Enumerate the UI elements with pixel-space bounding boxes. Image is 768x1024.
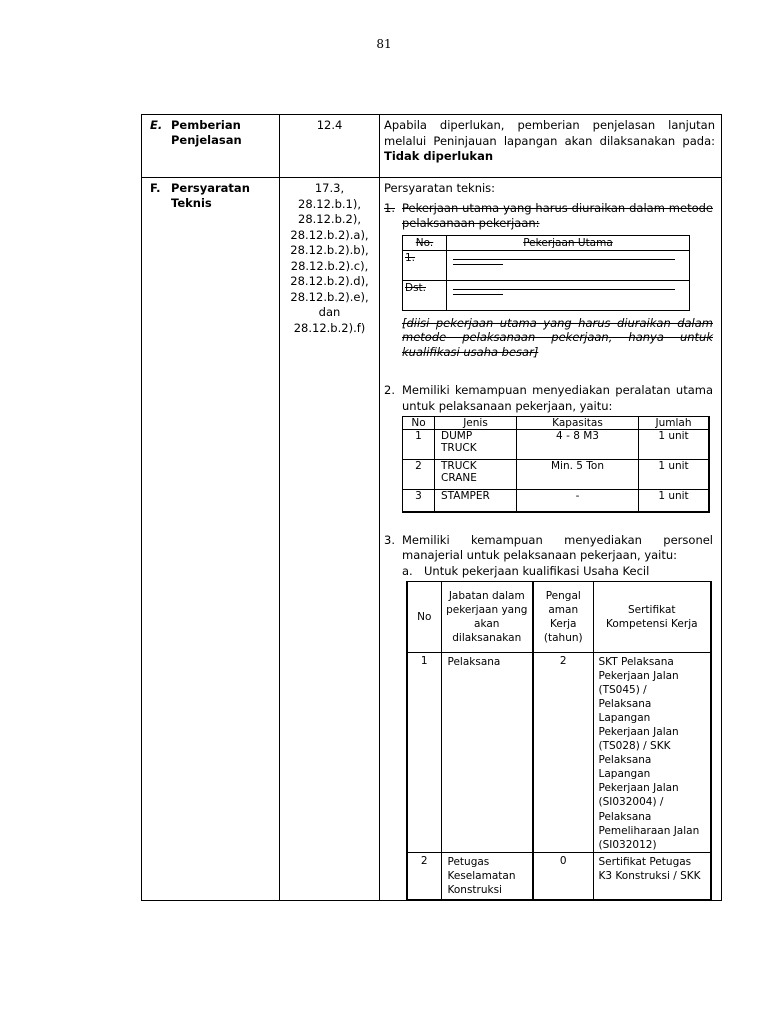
row-f-content-cell	[380, 178, 722, 901]
row-e-label: Pemberian Penjelasan	[171, 118, 242, 147]
row-e-text: Apabila diperlukan, pemberian penjelasan lanjutan melalui Peninjauan lapangan akan dilaksanakan pada:	[384, 118, 715, 148]
equipment-kapasitas: Min. 5 Ton	[517, 460, 639, 490]
equipment-table	[402, 416, 710, 513]
row-f	[142, 178, 722, 901]
row-f-ref-line: 28.12.b.2),	[298, 212, 361, 226]
equipment-jenis: DUMP TRUCK	[435, 430, 517, 460]
main-work-row	[403, 280, 690, 310]
row-f-ref-line: 28.12.b.2).e),	[290, 289, 369, 304]
main-work-row	[403, 250, 690, 280]
item-3	[384, 533, 721, 564]
equipment-header-row	[403, 417, 710, 430]
requirements-table	[141, 114, 722, 901]
row-f-ref-line: 28.12.b.2).a),	[290, 227, 369, 242]
row-f-intro: Persyaratan teknis:	[384, 181, 496, 195]
row-e-ref-cell	[280, 115, 380, 178]
main-work-row-lines	[447, 250, 690, 280]
personnel-row	[407, 852, 711, 899]
row-f-ref-line: 17.3,	[314, 181, 345, 195]
row-e-content-cell	[380, 115, 722, 178]
main-work-row-no: 1.	[403, 250, 447, 280]
item-3a-text: Untuk pekerjaan kualifikasi Usaha Kecil	[424, 563, 650, 578]
row-f-label-cell	[142, 178, 280, 901]
main-work-row-no: Dst.	[403, 280, 447, 310]
row-f-ref-cell	[280, 178, 380, 901]
personnel-jabatan: Petugas Keselamatan Konstruksi	[441, 852, 533, 899]
row-f-ref-line: 28.12.b.2).f)	[293, 320, 366, 335]
equipment-row	[403, 460, 710, 490]
item-2-number: 2.	[384, 383, 395, 397]
equipment-kapasitas: 4 - 8 M3	[517, 430, 639, 460]
main-work-table	[402, 235, 690, 311]
personnel-no: 2	[407, 852, 441, 899]
row-f-ref-line: 28.12.b.2).b),	[290, 243, 369, 257]
personnel-no: 1	[407, 652, 441, 852]
personnel-sertifikat: Sertifikat Petugas K3 Konstruksi / SKK	[593, 852, 711, 899]
personnel-pengalaman: 2	[533, 652, 593, 852]
equipment-header-jenis: Jenis	[435, 417, 517, 430]
equipment-no: 2	[403, 460, 435, 490]
equipment-jenis: TRUCK CRANE	[435, 460, 517, 490]
row-f-letter: F.	[150, 181, 161, 195]
row-e-label-cell	[142, 115, 280, 178]
equipment-no: 3	[403, 490, 435, 512]
item-1-number: 1.	[384, 200, 395, 215]
item-3-text: Memiliki kemampuan menyediakan personel manajerial untuk pelaksanaan pekerjaan, yaitu:	[402, 532, 713, 562]
main-work-row-lines	[447, 280, 690, 310]
equipment-header-kapasitas: Kapasitas	[517, 417, 639, 430]
personnel-table	[406, 581, 712, 900]
row-f-ref-line: 28.12.b.2).d),	[290, 274, 369, 288]
item-1-text: Pekerjaan utama yang harus diuraikan dalam metode pelaksanaan pekerjaan:	[402, 200, 713, 230]
equipment-header-jumlah: Jumlah	[639, 417, 710, 430]
main-work-header-row	[403, 235, 690, 250]
equipment-jenis: STAMPER	[435, 490, 517, 512]
personnel-pengalaman: 0	[533, 852, 593, 899]
equipment-jumlah: 1 unit	[639, 430, 710, 460]
row-e-letter: E.	[150, 118, 163, 132]
row-f-ref-line: 28.12.b.1),	[298, 196, 361, 211]
personnel-row	[407, 652, 711, 852]
personnel-header-pengalaman: Pengal aman Kerja (tahun)	[533, 581, 593, 652]
equipment-no: 1	[403, 430, 435, 460]
main-work-header-no: No.	[403, 235, 447, 250]
item-2-text: Memiliki kemampuan menyediakan peralatan utama untuk pelaksanaan pekerjaan, yaitu:	[402, 383, 713, 413]
row-e-value: Tidak diperlukan	[384, 149, 494, 163]
personnel-sertifikat: SKT Pelaksana Pekerjaan Jalan (TS045) / Pelaksana Lapangan Pekerjaan Jalan (TS028) / SKK Pelaksana Lapangan Pekerjaan Jalan (SI032004) / Pelaksana Pemeliharaan Jalan (SI032012)	[593, 652, 711, 852]
item-1	[384, 201, 721, 232]
row-f-label: Persyaratan Teknis	[171, 181, 250, 210]
equipment-row	[403, 490, 710, 512]
personnel-header-no: No	[407, 581, 441, 652]
main-work-header-work: Pekerjaan Utama	[447, 235, 690, 250]
equipment-kapasitas: -	[517, 490, 639, 512]
row-f-ref-line: 28.12.b.2).c),	[290, 258, 369, 273]
item-1-note: [diisi pekerjaan utama yang harus diuraikan dalam metode pelaksanaan pekerjaan, hanya untuk kualifikasi usaha besar]	[402, 315, 713, 359]
equipment-header-no: No	[403, 417, 435, 430]
personnel-jabatan: Pelaksana	[441, 652, 533, 852]
personnel-header-row	[407, 581, 711, 652]
personnel-header-jabatan: Jabatan dalam pekerjaan yang akan dilaksanakan	[441, 581, 533, 652]
item-3a-number: a.	[402, 563, 413, 578]
page-number: 81	[376, 37, 392, 51]
item-2	[384, 383, 721, 414]
equipment-jumlah: 1 unit	[639, 490, 710, 512]
row-e	[142, 115, 722, 178]
item-3a	[402, 564, 721, 579]
equipment-jumlah: 1 unit	[639, 460, 710, 490]
row-f-ref-line: dan	[318, 305, 341, 319]
item-3-number: 3.	[384, 532, 395, 547]
row-e-ref: 12.4	[316, 118, 343, 132]
personnel-header-sertifikat: Sertifikat Kompetensi Kerja	[593, 581, 711, 652]
equipment-row	[403, 430, 710, 460]
